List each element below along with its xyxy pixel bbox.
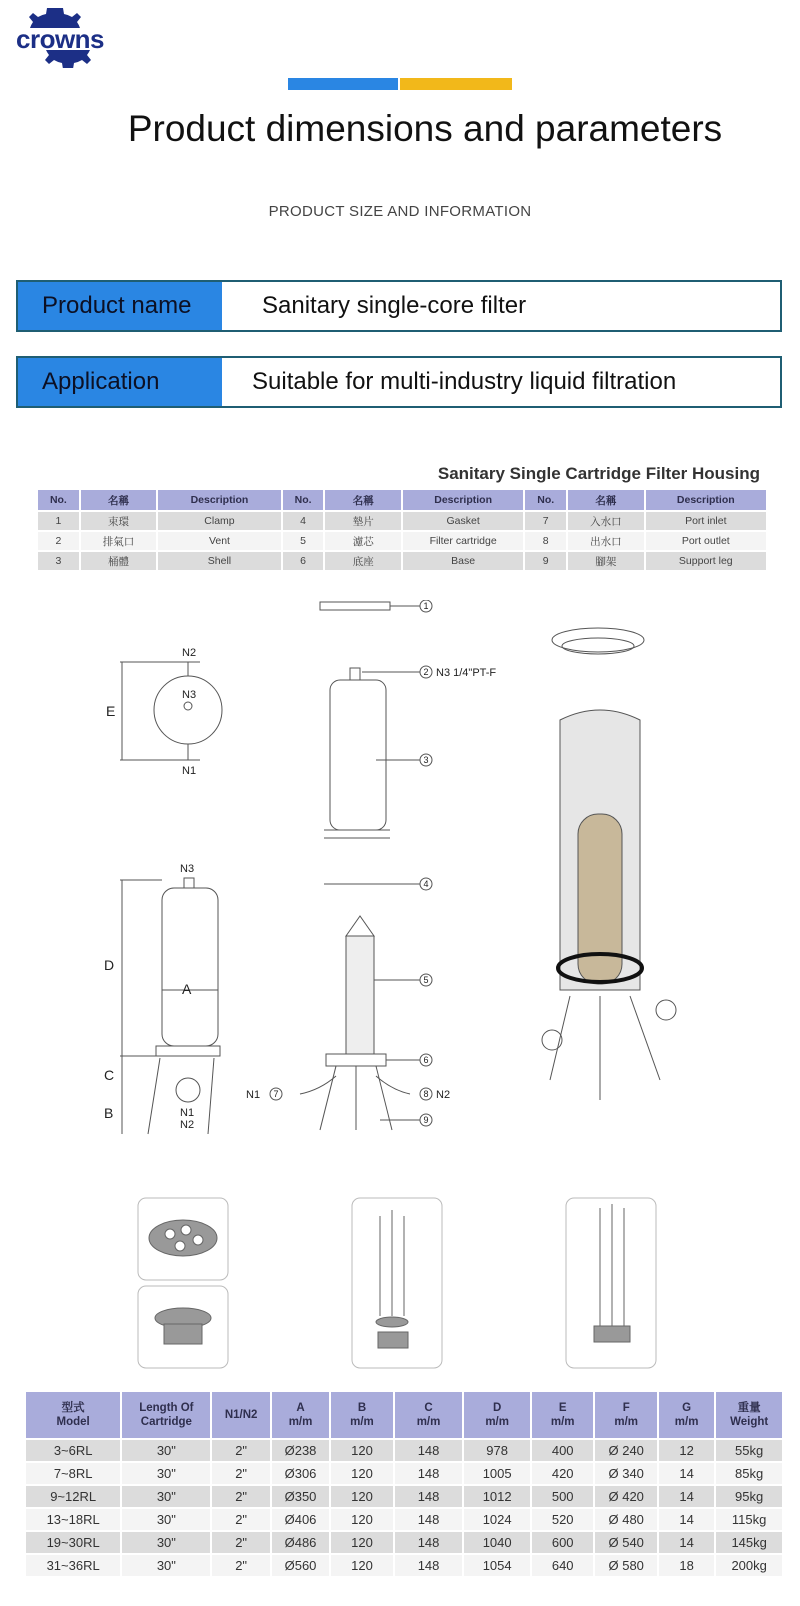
table-cell: Clamp [158,512,280,530]
product-name-value: Sanitary single-core filter [262,292,527,319]
callout-6: 6 [423,1055,429,1065]
table-cell: 95kg [716,1486,782,1507]
table-row [26,1509,782,1530]
table-cell: 120 [331,1555,393,1576]
application-value: Suitable for multi-industry liquid filtration [252,368,677,395]
callout-9: 9 [423,1115,429,1125]
table-cell: 31~36RL [26,1555,120,1576]
spec-table-header [26,1392,782,1438]
table-cell: Ø 480 [595,1509,657,1530]
label-n3-top: N3 [182,689,197,701]
table-cell: 200kg [716,1555,782,1576]
table-cell: Ø406 [272,1509,329,1530]
table-cell: 1012 [464,1486,530,1507]
table-cell: Ø306 [272,1463,329,1484]
col-header-a: A m/m [272,1392,329,1438]
table-cell: 入水口 [568,512,643,530]
callout-1: 1 [423,601,429,611]
table-cell: 9~12RL [26,1486,120,1507]
label-a: A [182,981,192,997]
table-cell: Ø 340 [595,1463,657,1484]
table-row [26,1486,782,1507]
table-cell: Filter cartridge [403,532,523,550]
product-name-label: Product name [18,282,222,330]
col-header-model: 型式 Model [26,1392,120,1438]
component-photos [130,1196,690,1376]
col-header: Description [403,490,523,510]
brand-logo[interactable] [8,4,108,68]
table-cell: Ø560 [272,1555,329,1576]
accent-bar-blue [288,78,398,90]
table-row [38,532,766,550]
table-cell: Base [403,552,523,570]
table-cell: Port outlet [646,532,766,550]
table-cell: 2" [212,1509,269,1530]
table-cell: 14 [659,1532,714,1553]
label-e: E [106,703,116,719]
table-cell: 1040 [464,1532,530,1553]
table-cell: 400 [532,1440,594,1461]
table-row [26,1555,782,1576]
table-cell: 148 [395,1532,463,1553]
parts-table-header [38,490,766,510]
label-n3-front: N3 [180,863,195,875]
label-d: D [104,957,115,973]
table-cell: 19~30RL [26,1532,120,1553]
callout-5: 5 [423,975,429,985]
table-cell: 14 [659,1463,714,1484]
table-cell: 14 [659,1509,714,1530]
accent-bar-yellow [400,78,512,90]
page-title: Product dimensions and parameters [127,108,723,149]
product-name-row [16,280,782,332]
table-cell: 8 [525,532,566,550]
table-cell: 520 [532,1509,594,1530]
brand-name: crowns [15,24,105,54]
table-cell: 2" [212,1440,269,1461]
parts-table [36,488,768,572]
application-row [16,356,782,408]
table-cell: 12 [659,1440,714,1461]
table-cell: 1024 [464,1509,530,1530]
table-cell: 7 [525,512,566,530]
table-cell: 145kg [716,1532,782,1553]
col-header: No. [525,490,566,510]
table-cell: 120 [331,1509,393,1530]
table-cell: Ø 580 [595,1555,657,1576]
table-cell: 底座 [325,552,400,570]
label-c: C [104,1067,115,1083]
table-cell: 420 [532,1463,594,1484]
table-cell: 束環 [81,512,156,530]
table-cell: Port inlet [646,512,766,530]
callout-4: 4 [423,879,429,889]
table-cell: 30" [122,1509,210,1530]
col-header-g: G m/m [659,1392,714,1438]
table-row [38,552,766,570]
col-header-b: B m/m [331,1392,393,1438]
table-cell: Gasket [403,512,523,530]
table-row [26,1463,782,1484]
table-cell: 1054 [464,1555,530,1576]
table-row [38,512,766,530]
table-cell: 14 [659,1486,714,1507]
table-cell: 600 [532,1532,594,1553]
table-cell: 2" [212,1532,269,1553]
table-cell: 120 [331,1486,393,1507]
col-header-f: F m/m [595,1392,657,1438]
table-cell: 55kg [716,1440,782,1461]
table-cell: 13~18RL [26,1509,120,1530]
callout-7: 7 [273,1089,279,1099]
table-row [26,1532,782,1553]
col-header-length: Length Of Cartridge [122,1392,210,1438]
col-header-n1n2: N1/N2 [212,1392,269,1438]
callout-8: 8 [423,1089,429,1099]
table-cell: 5 [283,532,324,550]
table-cell: Ø350 [272,1486,329,1507]
table-cell: 148 [395,1463,463,1484]
table-cell: 85kg [716,1463,782,1484]
table-cell: 1 [38,512,79,530]
col-header: No. [283,490,324,510]
table-cell: 148 [395,1509,463,1530]
col-header-c: C m/m [395,1392,463,1438]
table-cell: 濾芯 [325,532,400,550]
page-subtitle: PRODUCT SIZE AND INFORMATION [268,203,532,220]
table-cell: 2" [212,1463,269,1484]
table-cell: Ø 420 [595,1486,657,1507]
table-cell: 120 [331,1463,393,1484]
label-n1-front: N1 [180,1107,195,1119]
label-b: B [104,1105,114,1121]
table-cell: 2 [38,532,79,550]
table-cell: 148 [395,1486,463,1507]
filter-housing-diagram [100,600,780,1180]
table-cell: 30" [122,1532,210,1553]
application-label: Application [18,358,222,406]
table-cell: 7~8RL [26,1463,120,1484]
table-cell: 30" [122,1486,210,1507]
table-cell: 9 [525,552,566,570]
table-cell: Ø 240 [595,1440,657,1461]
col-header: 名稱 [325,490,400,510]
label-n1-side: N1 [246,1089,261,1101]
label-n2-side: N2 [436,1089,451,1101]
callout-2: 2 [423,667,429,677]
table-cell: 115kg [716,1509,782,1530]
col-header: No. [38,490,79,510]
table-cell: 18 [659,1555,714,1576]
parts-table-title: Sanitary Single Cartridge Filter Housing [437,464,760,483]
table-cell: Ø238 [272,1440,329,1461]
table-cell: 2" [212,1555,269,1576]
table-cell: 640 [532,1555,594,1576]
table-cell: Shell [158,552,280,570]
table-cell: 出水口 [568,532,643,550]
col-header: 名稱 [81,490,156,510]
table-cell: 排氣口 [81,532,156,550]
table-cell: 桶體 [81,552,156,570]
table-cell: 978 [464,1440,530,1461]
label-n2-front: N2 [180,1119,195,1131]
label-n3-spec: N3 1/4"PT-F [436,667,497,679]
table-cell: 3 [38,552,79,570]
table-cell: Support leg [646,552,766,570]
label-n2-top: N2 [182,647,197,659]
table-cell: 30" [122,1463,210,1484]
table-cell: 120 [331,1532,393,1553]
callout-3: 3 [423,755,429,765]
table-cell: 2" [212,1486,269,1507]
table-cell: 6 [283,552,324,570]
table-cell: 4 [283,512,324,530]
table-cell: Ø 540 [595,1532,657,1553]
col-header: Description [158,490,280,510]
table-cell: 148 [395,1555,463,1576]
table-cell: 墊片 [325,512,400,530]
table-cell: 腳架 [568,552,643,570]
table-cell: Ø486 [272,1532,329,1553]
col-header: Description [646,490,766,510]
label-n1-top: N1 [182,765,197,777]
table-cell: 30" [122,1440,210,1461]
col-header-e: E m/m [532,1392,594,1438]
table-cell: 120 [331,1440,393,1461]
table-cell: 500 [532,1486,594,1507]
table-cell: 30" [122,1555,210,1576]
table-cell: 1005 [464,1463,530,1484]
table-cell: 148 [395,1440,463,1461]
spec-table [24,1390,784,1578]
col-header-d: D m/m [464,1392,530,1438]
table-cell: 3~6RL [26,1440,120,1461]
table-row [26,1440,782,1461]
col-header: 名稱 [568,490,643,510]
table-cell: Vent [158,532,280,550]
col-header-weight: 重量 Weight [716,1392,782,1438]
